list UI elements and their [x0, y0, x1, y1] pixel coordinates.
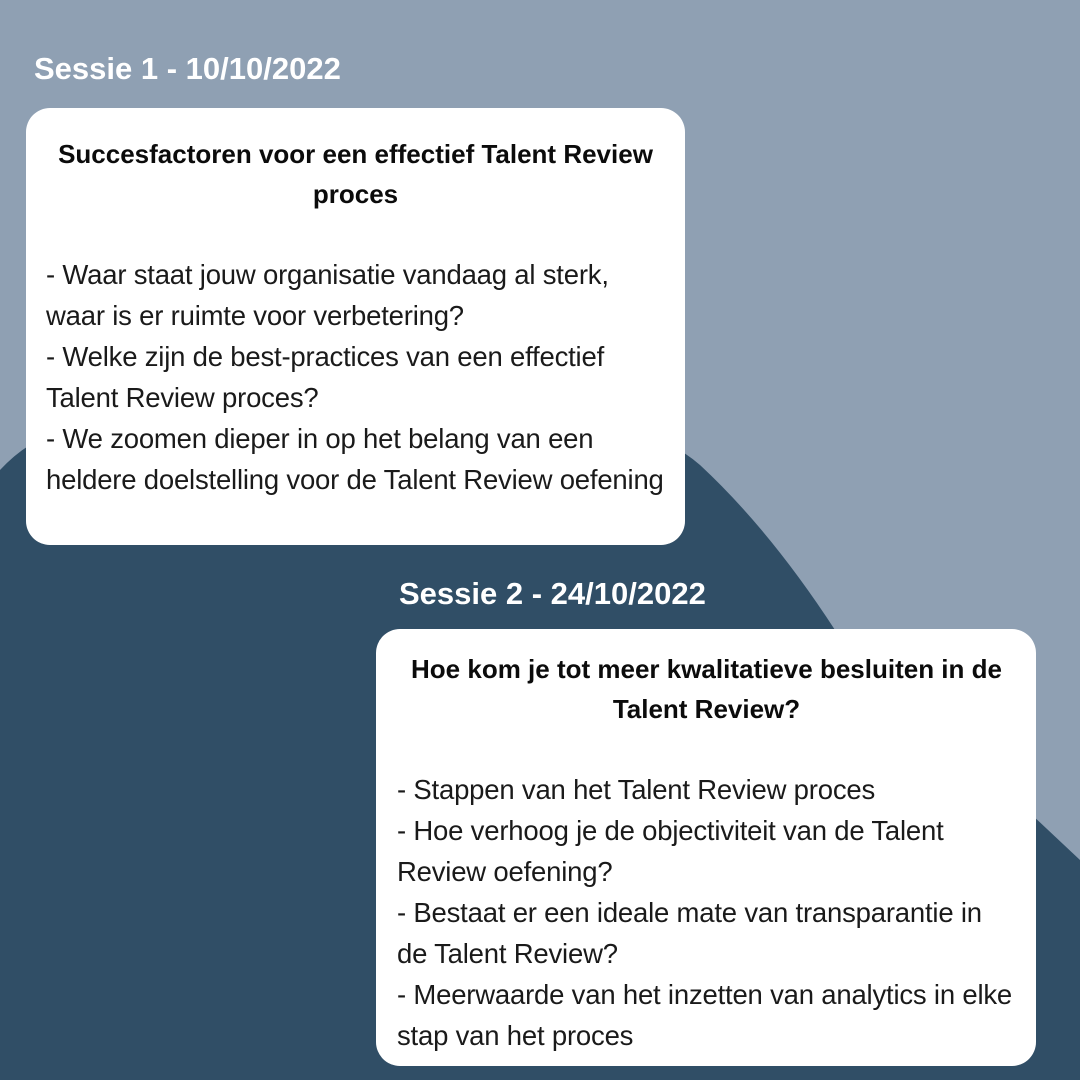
session-1-topic-list	[46, 254, 665, 500]
session-1-topic-3: - We zoomen dieper in op het belang van een heldere doelstelling voor de Talent Review oefening	[46, 423, 664, 495]
session-2-topic-1: - Stappen van het Talent Review proces	[397, 774, 876, 805]
session-2-title: Hoe kom je tot meer kwalitatieve besluiten in de Talent Review?	[411, 654, 1002, 724]
session-1-card	[26, 108, 685, 545]
session-2-heading: Sessie 2 - 24/10/2022	[399, 576, 706, 611]
session-2-card	[376, 629, 1036, 1066]
session-2-topic-list	[397, 769, 1016, 1056]
session-2-topic-2: - Hoe verhoog je de objectiviteit van de Talent Review oefening?	[397, 815, 944, 887]
session-1-topic-1: - Waar staat jouw organisatie vandaag al sterk, waar is er ruimte voor verbetering?	[46, 259, 609, 331]
session-1-title: Succesfactoren voor een effectief Talent Review proces	[58, 139, 653, 209]
session-1-topic-2: - Welke zijn de best-practices van een effectief Talent Review proces?	[46, 341, 605, 413]
session-2-topic-4: - Meerwaarde van het inzetten van analytics in elke stap van het proces	[397, 979, 1012, 1051]
session-2-topic-3: - Bestaat er een ideale mate van transparantie in de Talent Review?	[397, 897, 982, 969]
session-1-heading: Sessie 1 - 10/10/2022	[34, 51, 341, 86]
